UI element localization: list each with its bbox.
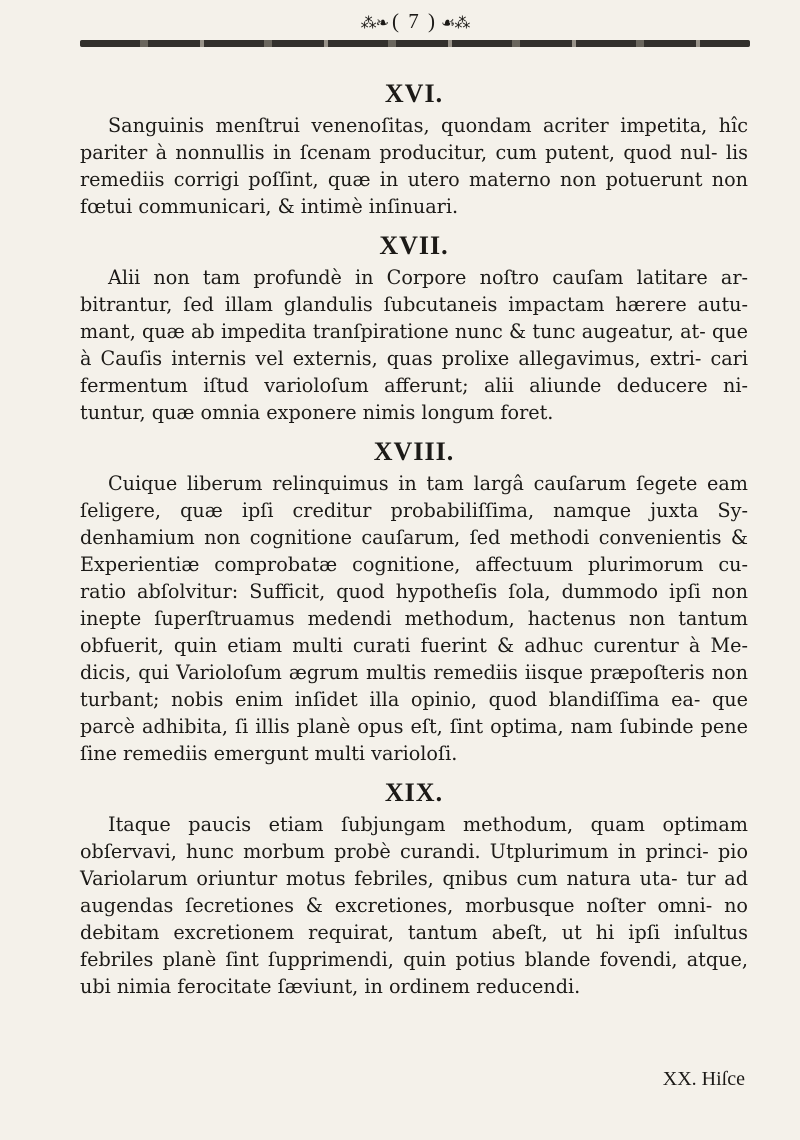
page-number-text: ( 7 ) — [392, 9, 438, 33]
page-number — [80, 8, 750, 37]
left-ornament-icon: ⁂❧ — [360, 15, 389, 32]
section-xix — [80, 777, 748, 1000]
section-paragraph: Itaque paucis etiam ſubjungam methodum, quam optimam obſervavi, hunc morbum probè curandi. Utplurimum in princi- pio Variolarum oriuntur motus febriles, qnibus cum natura uta- tur ad augendas ſecretiones & excretiones, morbusque noſter omni- no debitam excretionem requirat, tantum abeſt, ut hi ipſi inſultus febriles planè ſint ſupprimendi, quin potius blande fovendi, atque, ubi nimia ferocitate ſæviunt, in ordinem reducendi. — [80, 813, 748, 998]
page-header — [80, 8, 750, 72]
section-paragraph: Alii non tam profundè in Corpore noſtro cauſam latitare ar- bitrantur, ſed illam glandulis ſubcutaneis impactam hærere autu- mant, quæ ab impedita tranſpiratione nunc & tunc augeatur, at- que à Cauſis internis vel externis, quas prolixe allegavimus, extri- cari fermentum iſtud varioloſum afferunt; alii aliunde deducere ni- tuntur, quæ omnia exponere nimis longum foret. — [80, 266, 748, 424]
section-heading: XVIII. — [373, 437, 455, 466]
section-paragraph: Sanguinis menſtrui venenoſitas, quondam acriter impetita, hîc pariter à nonnullis in ſcenam producitur, cum putent, quod nul- lis remediis corrigi poſſint, quæ in utero materno non potuerunt non fœtui communicari, & intimè inſinuari. — [80, 114, 748, 218]
section-xvi — [80, 78, 748, 220]
right-ornament-icon: ☙⁂ — [441, 15, 470, 32]
section-heading: XVI. — [384, 79, 444, 108]
header-rule — [80, 40, 750, 47]
section-heading: XIX. — [384, 778, 444, 807]
catchword: XX. Hiſce — [662, 1068, 745, 1090]
section-xviii — [80, 436, 748, 767]
page-content — [80, 78, 748, 1010]
section-xvii — [80, 230, 748, 426]
section-heading: XVII. — [379, 231, 449, 260]
section-paragraph: Cuique liberum relinquimus in tam largâ cauſarum ſegete eam ſeligere, quæ ipſi creditur probabiliſſima, namque juxta Sy- denhamium non cognitione cauſarum, ſed methodi convenientis & Experientiæ comprobatæ cognitione, affectuum plurimorum cu- ratio abſolvitur: Sufficit, quod hypotheſis ſola, dummodo ipſi non inepte ſuperſtruamus medendi methodum, hactenus non tantum obfuerit, quin etiam multi curati fuerint & adhuc curentur à Me- dicis, qui Varioloſum ægrum multis remediis iisque præpoſteris non turbant; nobis enim inſidet illa opinio, quod blandiſſima ea- que parcè adhibita, ſi illis planè opus eſt, ſint optima, nam ſubinde pene ſine remediis emergunt multi varioloſi. — [80, 472, 748, 765]
